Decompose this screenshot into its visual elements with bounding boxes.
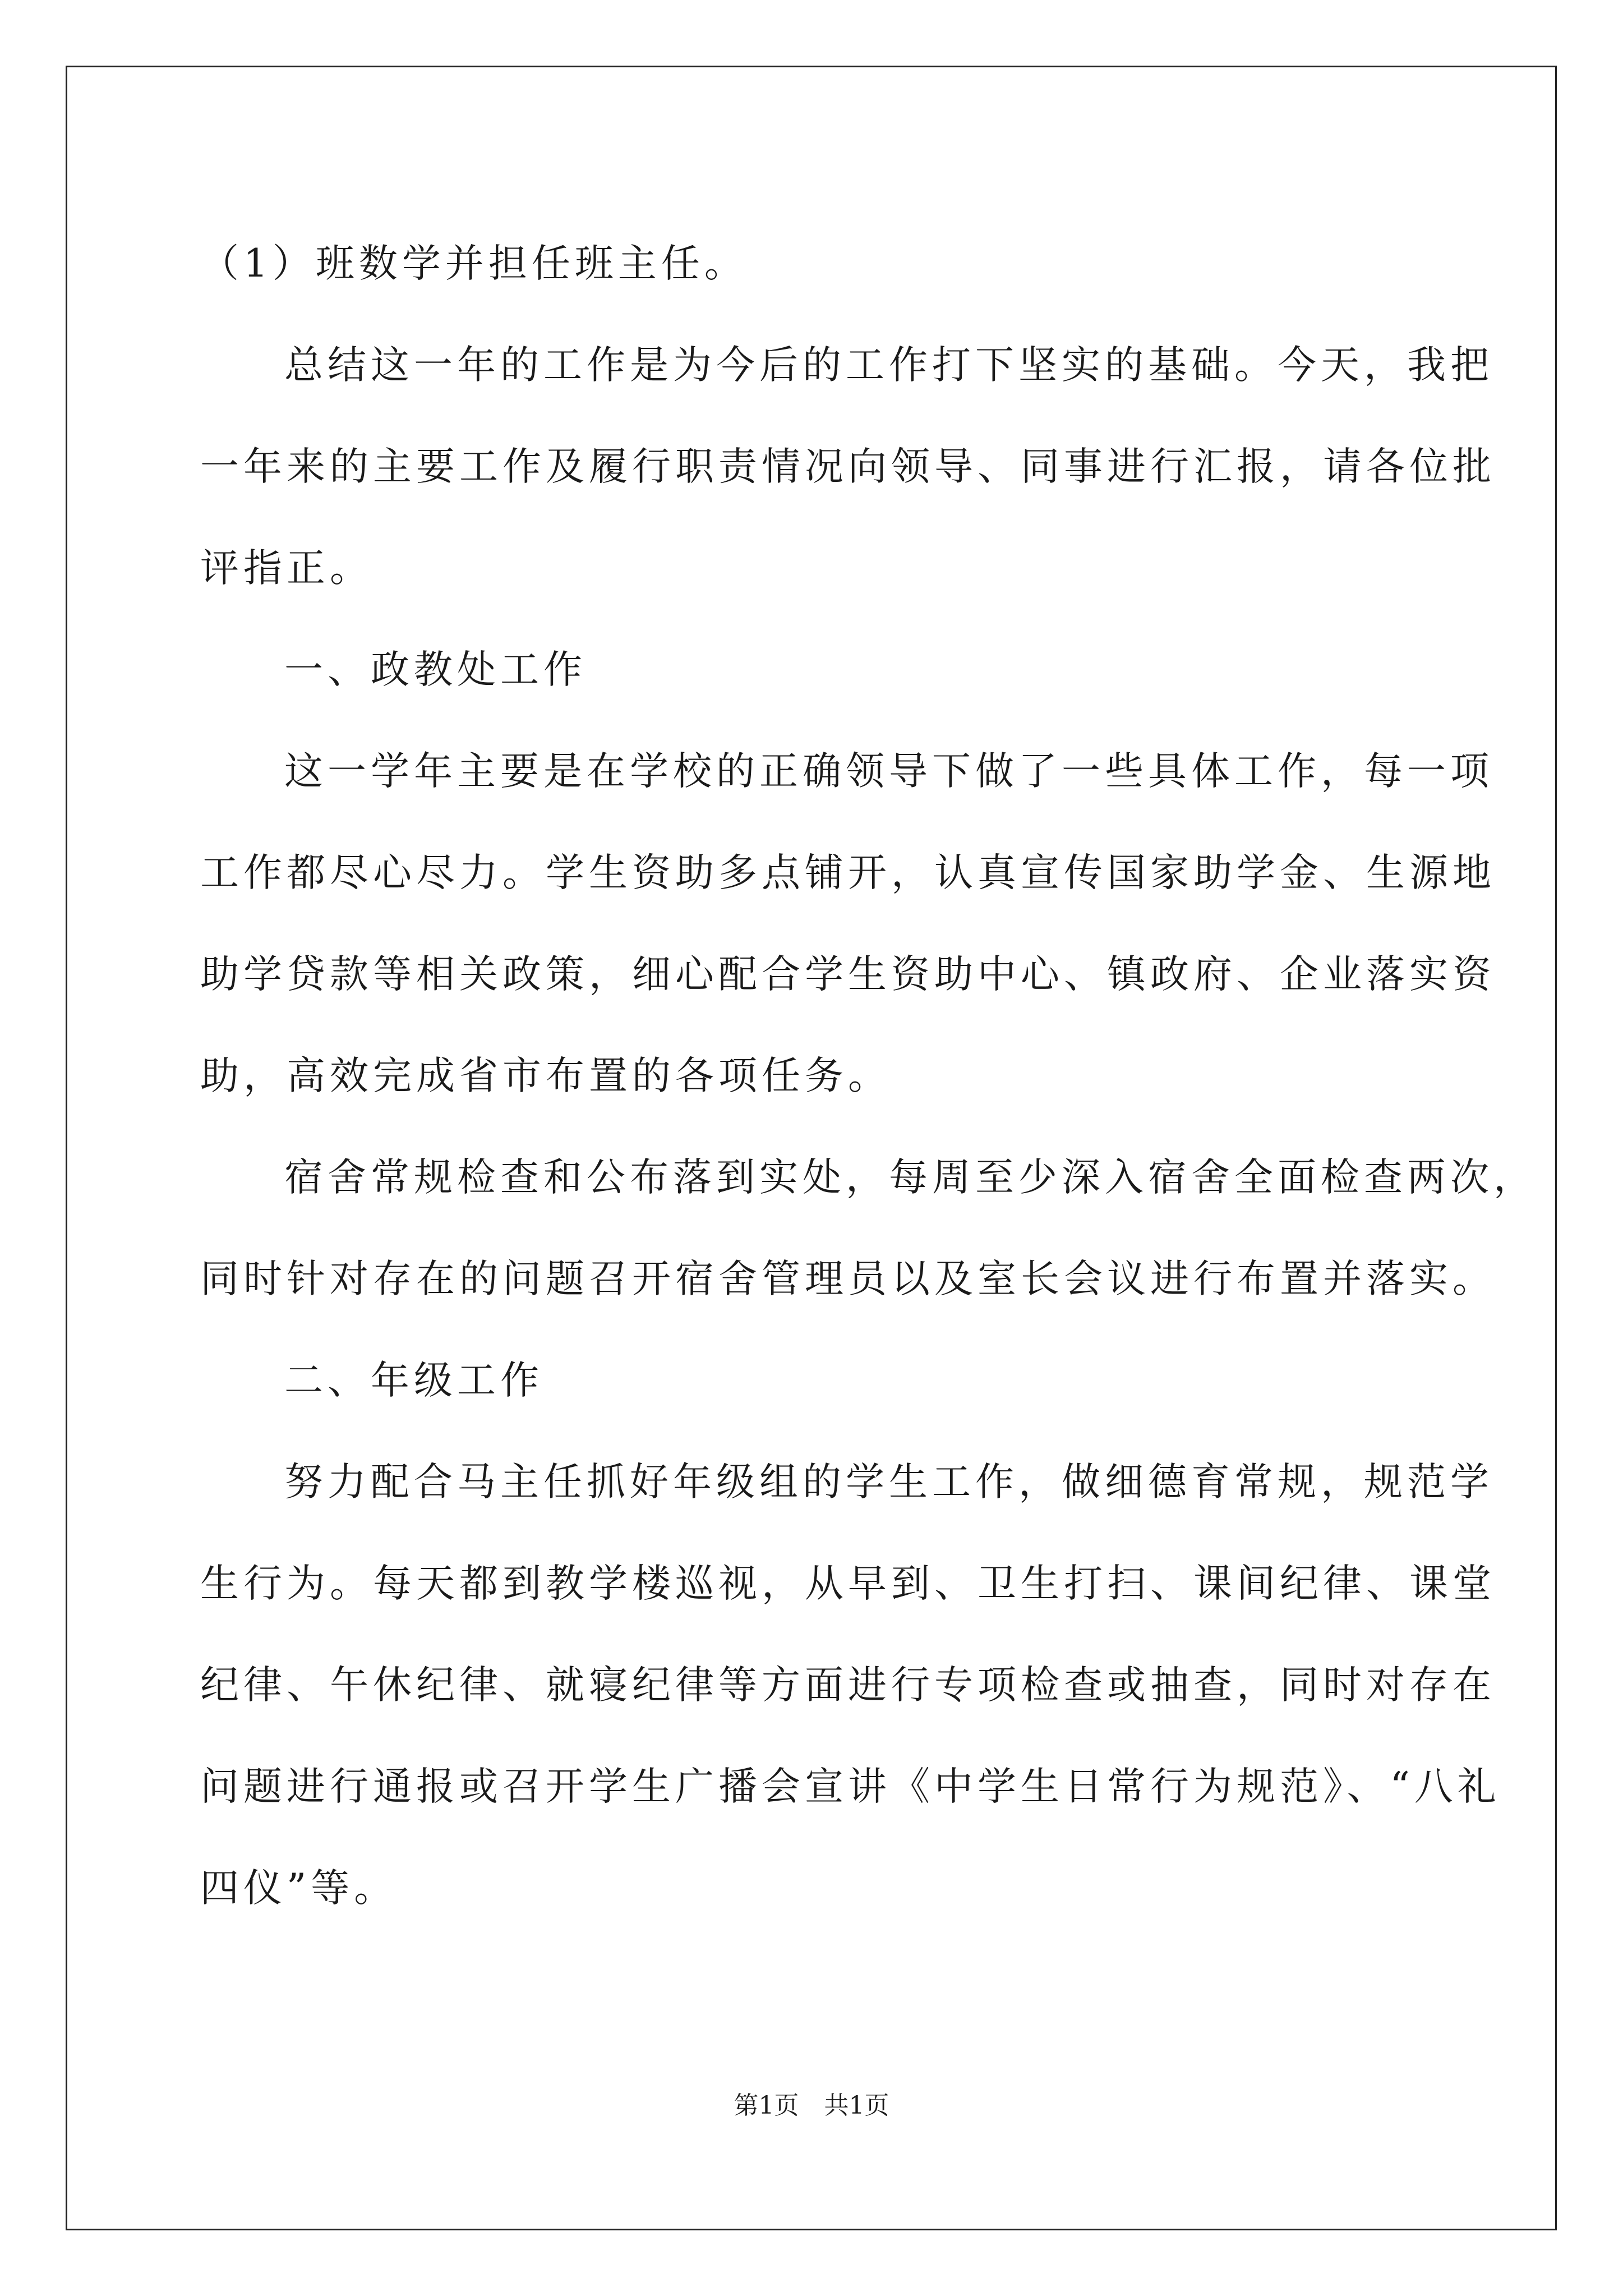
page-number: 第1页 xyxy=(734,2091,799,2120)
section-heading: 二、年级工作 xyxy=(284,1358,543,1403)
document-body xyxy=(200,213,1537,1939)
text-line: 纪律、午休纪律、就寝纪律等方面进行专项检查或抽查，同时对存在 xyxy=(200,1663,1496,1708)
text-line: 工作都尽心尽力。学生资助多点铺开，认真宣传国家助学金、生源地 xyxy=(200,850,1496,895)
text-line: 一年来的主要工作及履行职责情况向领导、同事进行汇报，请各位批 xyxy=(200,444,1496,489)
text-line: （1）班数学并担任班主任。 xyxy=(200,241,748,286)
text-line: 努力配合马主任抓好年级组的学生工作，做细德育常规，规范学 xyxy=(284,1460,1493,1504)
text-line: 问题进行通报或召开学生广播会宣讲《中学生日常行为规范》、“八礼 xyxy=(200,1764,1501,1809)
text-line: 宿舍常规检查和公布落到实处，每周至少深入宿舍全面检查两次， xyxy=(284,1155,1537,1200)
text-line: 总结这一年的工作是为今后的工作打下坚实的基础。今天，我把 xyxy=(284,343,1493,388)
section-heading: 一、政教处工作 xyxy=(284,647,587,692)
page-total: 共1页 xyxy=(824,2091,889,2120)
text-line: 这一学年主要是在学校的正确领导下做了一些具体工作，每一项 xyxy=(284,749,1493,794)
text-line: 助，高效完成省市布置的各项任务。 xyxy=(200,1053,891,1098)
text-line: 同时针对存在的问题召开宿舍管理员以及室长会议进行布置并落实。 xyxy=(200,1257,1496,1301)
text-line: 四仪”等。 xyxy=(200,1866,398,1911)
text-line: 生行为。每天都到教学楼巡视，从早到、卫生打扫、课间纪律、课堂 xyxy=(200,1561,1496,1606)
text-line: 助学贷款等相关政策，细心配合学生资助中心、镇政府、企业落实资 xyxy=(200,952,1496,997)
text-line: 评指正。 xyxy=(200,546,373,591)
page-footer xyxy=(0,2089,1623,2123)
